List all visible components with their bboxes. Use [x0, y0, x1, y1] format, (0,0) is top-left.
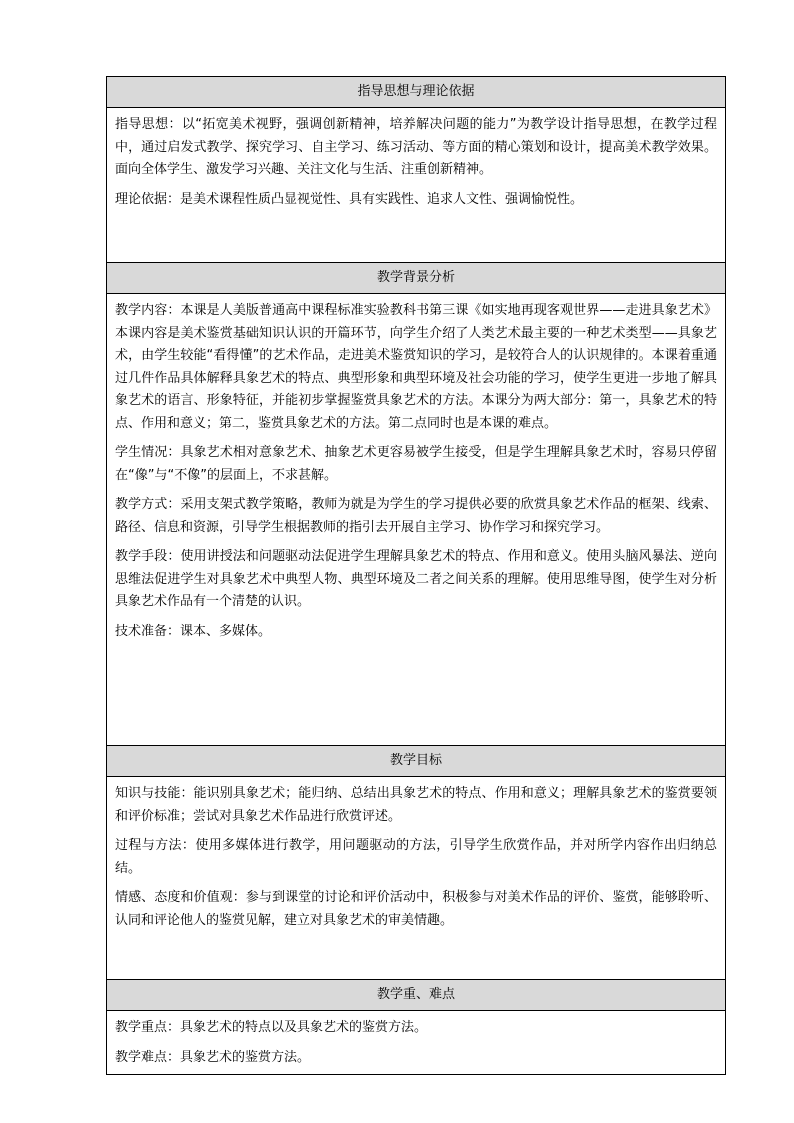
- section-body-background-analysis: [107, 294, 726, 746]
- paragraph: 教学重点：具象艺术的特点以及具象艺术的鉴赏方法。: [115, 1020, 428, 1035]
- section-body-row: [107, 1011, 726, 1075]
- section-header-background-analysis: 教学背景分析: [107, 263, 726, 294]
- section-header-teaching-goals: 教学目标: [107, 746, 726, 777]
- section-body-guiding-thought: [107, 108, 726, 263]
- paragraph: 知识与技能：能识别具象艺术；能归纳、总结出具象艺术的特点、作用和意义；理解具象艺术的鉴赏要领和评价标准；尝试对具象艺术作品进行欣赏评述。: [115, 786, 717, 824]
- section-body-key-difficult-points: [107, 1011, 726, 1075]
- section-header-row: [107, 980, 726, 1011]
- paragraph: 教学内容：本课是人美版普通高中课程标准实验教科书第三课《如实地再现客观世界——走进具象艺术》本课内容是美术鉴赏基础知识认识的开篇环节，向学生介绍了人类艺术最主要的一种艺术类型——具象艺术，由学生较能“看得懂”的艺术作品，走进美术鉴赏知识的学习，是较符合人的认识规律的。本课着重通过几件作品具体解释具象艺术的特点、典型形象和典型环境及社会功能的学习，使学生更进一步地了解具象艺术的语言、形象特征，并能初步掌握鉴赏具象艺术的方法。本课分为两大部分：第一，具象艺术的特点、作用和意义；第二，鉴赏具象艺术的方法。第二点同时也是本课的难点。: [115, 303, 717, 431]
- section-body-row: [107, 777, 726, 980]
- section-body-row: [107, 294, 726, 746]
- paragraph: 教学方式：采用支架式教学策略，教师为就是为学生的学习提供必要的欣赏具象艺术作品的框架、线索、路径、信息和资源，引导学生根据教师的指引去开展自主学习、协作学习和探究学习。: [115, 497, 717, 535]
- lesson-plan-table: [106, 76, 726, 1075]
- paragraph: 理论依据：是美术课程性质凸显视觉性、具有实践性、追求人文性、强调愉悦性。: [115, 191, 584, 207]
- paragraph: 过程与方法：使用多媒体进行教学，用问题驱动的方法，引导学生欣赏作品，并对所学内容作出归纳总结。: [115, 838, 717, 876]
- section-body-row: [107, 108, 726, 263]
- paragraph: 学生情况：具象艺术相对意象艺术、抽象艺术更容易被学生接受，但是学生理解具象艺术时，容易只停留在“像”与“不像”的层面上，不求甚解。: [115, 445, 717, 483]
- section-header-row: [107, 263, 726, 294]
- section-header-key-difficult-points: 教学重、难点: [107, 980, 726, 1011]
- section-body-teaching-goals: [107, 777, 726, 980]
- section-header-row: [107, 746, 726, 777]
- paragraph: 指导思想：以“拓宽美术视野，强调创新精神，培养解决问题的能力”为教学设计指导思想，在教学过程中，通过启发式教学、探究学习、自主学习、练习活动、等方面的精心策划和设计，提高美术教学效果。面向全体学生、激发学习兴趣、关注文化与生活、注重创新精神。: [115, 117, 717, 177]
- paragraph: 教学手段：使用讲授法和问题驱动法促进学生理解具象艺术的特点、作用和意义。使用头脑风暴法、逆向思维法促进学生对具象艺术中典型人物、典型环境及二者之间关系的理解。使用思维导图，使学生对分析具象艺术作品有一个清楚的认识。: [115, 549, 717, 609]
- section-header-guiding-thought: 指导思想与理论依据: [107, 77, 726, 108]
- section-header-row: [107, 77, 726, 108]
- paragraph: 技术准备：课本、多媒体。: [115, 623, 272, 639]
- paragraph: 教学难点：具象艺术的鉴赏方法。: [115, 1049, 311, 1065]
- paragraph: 情感、态度和价值观：参与到课堂的讨论和评价活动中，积极参与对美术作品的评价、鉴赏，能够聆听、认同和评论他人的鉴赏见解，建立对具象艺术的审美情趣。: [115, 890, 717, 928]
